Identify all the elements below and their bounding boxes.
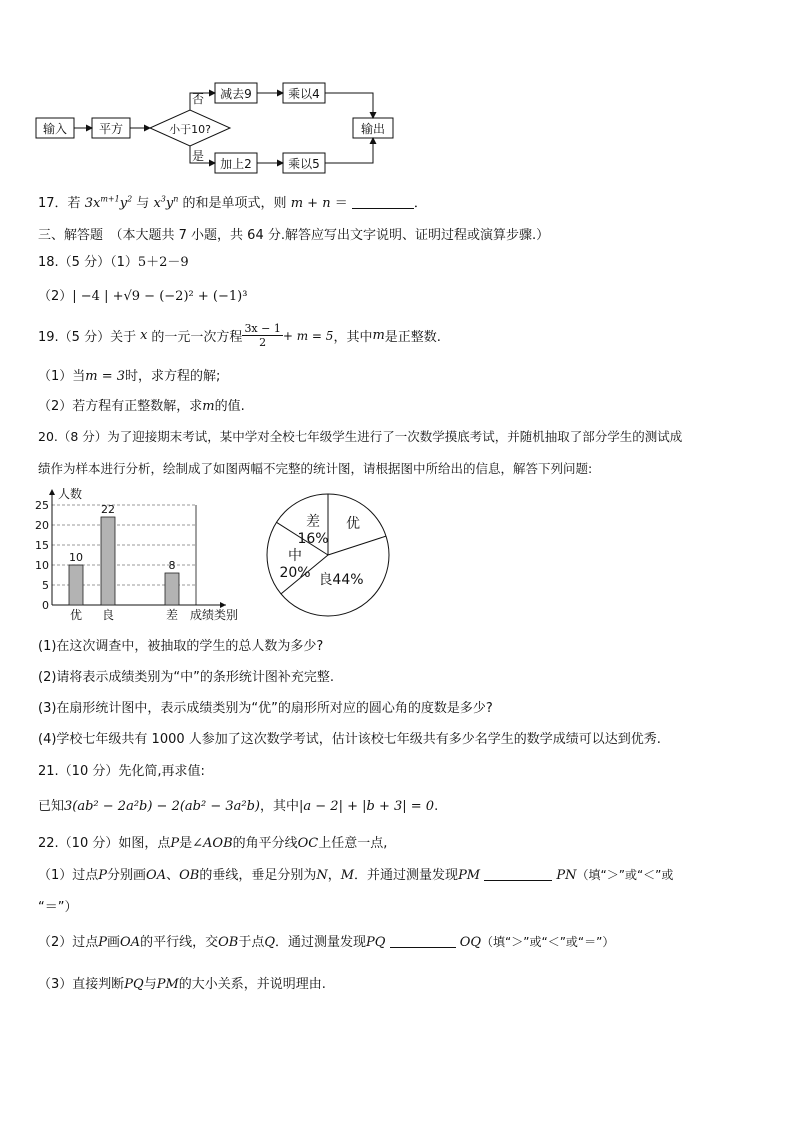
q22-p1-c: 、 xyxy=(166,868,180,883)
q22-p1-g: （填“＞”或“＜”或 xyxy=(576,868,674,882)
q22-p1-e: ， xyxy=(327,868,341,883)
q22-p2-oa: OA xyxy=(120,935,141,950)
q22-p2-d: 于点 xyxy=(238,935,265,950)
q22-p2-answer-blank[interactable] xyxy=(390,935,456,948)
y-axis-label: 人数 xyxy=(58,487,83,501)
pie-label-优: 优 xyxy=(346,516,360,532)
q21-head: 21.（10 分）先化简,再求值: xyxy=(38,764,205,779)
q19-p1-b: 时，求方程的解; xyxy=(125,369,221,384)
x-tick-label: 良 xyxy=(101,608,115,622)
pie-label-良: 良44% xyxy=(318,572,364,588)
q18-expr1: 5＋2－9 xyxy=(137,255,189,270)
q19-p1-a: （1）当 xyxy=(38,369,86,384)
q22-part3 xyxy=(38,973,326,992)
q22-p3-pq: PQ xyxy=(124,977,144,992)
q22-p1-f: ．并通过测量发现 xyxy=(354,868,459,883)
q22-oc: OC xyxy=(297,836,319,851)
q19-head: 19.（5 分）关于 xyxy=(38,330,137,345)
q22-var-p: P xyxy=(170,836,180,851)
q17-text-b: 与 xyxy=(136,196,150,211)
q20-sub2: (2)请将表示成绩类别为“中”的条形统计图补充完整. xyxy=(38,670,335,685)
q22-part1-cont: “＝”） xyxy=(38,900,78,915)
output-label: 输出 xyxy=(360,122,386,136)
q22-p2-ob: OB xyxy=(218,935,239,950)
q22-p2-a: （2）过点 xyxy=(38,935,99,950)
q17-mn: m + n xyxy=(290,196,331,211)
pie-chart xyxy=(265,490,395,620)
q22-head-b: 是 xyxy=(179,836,193,851)
q20-sub3: (3)在扇形统计图中，表示成绩类别为“优”的扇形所对应的圆心角的度数是多少? xyxy=(38,701,493,716)
y-tick-label: 15 xyxy=(35,539,49,552)
q17-end: ． xyxy=(413,196,427,211)
q22-head xyxy=(38,832,387,851)
q22-p1-ob: OB xyxy=(179,868,200,883)
q22-p1-n: N xyxy=(316,868,328,883)
q17-text-c: 的和是单项式，则 xyxy=(182,196,287,211)
q18-expr2: | −4 | +√9 − (−2)² + (−1)³ xyxy=(72,289,248,304)
mul5-label: 乘以5 xyxy=(288,157,320,171)
q22-p2-p: P xyxy=(98,935,108,950)
q18-head: 18.（5 分）（1） xyxy=(38,255,138,270)
q17-number: 17． xyxy=(38,196,68,211)
q17-term2: $x^3y^n$ xyxy=(153,194,179,211)
q19-fraction xyxy=(242,322,282,349)
q20-line2: 绩作为样本进行分析，绘制成了如图两幅不完整的统计图，请根据图中所给出的信息，解答下列问题: xyxy=(38,461,593,476)
square-label: 平方 xyxy=(98,122,124,136)
q22-head-c: 的角平分线 xyxy=(232,836,298,851)
q19-mid: 的一元一次方程 xyxy=(151,330,243,345)
q17-text-d: ＝ xyxy=(334,196,348,211)
q19-var-x: x xyxy=(140,328,148,343)
q21-end: . xyxy=(434,799,439,814)
sub9-label: 减去9 xyxy=(220,87,252,101)
q22-p2-f: （填“＞”或“＜”或“＝”） xyxy=(481,935,615,949)
q21-cond: |a − 2| + |b + 3| = 0 xyxy=(299,799,435,814)
q19-eq-tail: + m = 5 xyxy=(282,328,334,343)
bar-value-label: 22 xyxy=(101,503,115,516)
q22-p2-e: ．通过测量发现 xyxy=(275,935,367,950)
q22-p1-a: （1）过点 xyxy=(38,868,99,883)
y-tick-label: 5 xyxy=(42,579,49,592)
x-axis-label: 成绩类别 xyxy=(190,608,239,622)
q17-term1: $3x^{m+1}y^2$ xyxy=(84,194,133,211)
q17-answer-blank[interactable] xyxy=(352,196,414,209)
yes-label: 是 xyxy=(191,149,205,163)
q22-p1-pm: PM xyxy=(458,868,481,883)
q21-prefix: 已知 xyxy=(38,799,65,814)
q19-var-m: m xyxy=(372,328,385,343)
q19-p2-b: 的值. xyxy=(214,399,245,414)
q22-part1 xyxy=(38,864,673,883)
decision-label: 小于10? xyxy=(169,123,211,136)
question-19 xyxy=(38,322,441,349)
question-17 xyxy=(38,192,427,211)
y-axis-arrow xyxy=(49,489,55,495)
q22-head-a: 22.（10 分）如图，点 xyxy=(38,836,171,851)
bar-良 xyxy=(101,517,115,605)
y-tick-label: 20 xyxy=(35,519,49,532)
q18-part2-label: （2） xyxy=(38,289,73,304)
bar-差 xyxy=(165,573,179,605)
q20-sub4: (4)学校七年级共有 1000 人参加了这次数学考试，估计该校七年级共有多少名学生的数学成绩可以达到优秀. xyxy=(38,732,661,747)
q19-frac-num: 3x − 1 xyxy=(244,322,281,335)
q22-p3-a: （3）直接判断 xyxy=(38,977,125,992)
q22-p1-m: M xyxy=(340,868,355,883)
flowchart xyxy=(30,78,410,178)
x-tick-label: 优 xyxy=(69,608,83,622)
q19-tail: ，其中 xyxy=(333,330,373,345)
q22-p2-c: 的平行线，交 xyxy=(140,935,219,950)
q21-body xyxy=(38,795,438,814)
q20-line1: 20.（8 分）为了迎接期末考试，某中学对全校七年级学生进行了一次数学摸底考试，并随机抽取了部分学生的测试成 xyxy=(38,429,683,444)
q21-mid: ，其中 xyxy=(260,799,300,814)
mul4-label: 乘以4 xyxy=(288,87,320,101)
question-18-part2 xyxy=(38,285,247,304)
q22-p2-oq: OQ xyxy=(459,935,482,950)
input-label: 输入 xyxy=(42,122,68,136)
q19-frac-den: 2 xyxy=(259,336,267,349)
q19-p2-a: （2）若方程有正整数解，求 xyxy=(38,399,203,414)
question-18 xyxy=(38,251,189,270)
q22-part2 xyxy=(38,931,614,950)
q22-angle: ∠AOB xyxy=(192,836,233,851)
q22-p2-b: 画 xyxy=(107,935,121,950)
q22-p1-p: P xyxy=(98,868,108,883)
q17-text-a: 若 xyxy=(67,196,81,211)
bar-value-label: 10 xyxy=(69,551,83,564)
no-label: 否 xyxy=(191,92,205,106)
q19-part1 xyxy=(38,365,220,384)
bar-优 xyxy=(69,565,83,605)
q22-p3-pm: PM xyxy=(156,977,179,992)
q22-p3-b: 与 xyxy=(143,977,157,992)
y-tick-label: 0 xyxy=(42,599,49,612)
q22-p1-d: 的垂线，垂足分别为 xyxy=(199,868,317,883)
q22-p2-q: Q xyxy=(264,935,276,950)
y-tick-label: 25 xyxy=(35,499,49,512)
bar-value-label: 8 xyxy=(168,559,176,572)
x-tick-label: 差 xyxy=(165,608,179,622)
q22-p2-pq: PQ xyxy=(366,935,386,950)
q22-p1-pn: PN xyxy=(556,868,577,883)
q19-tail2: 是正整数. xyxy=(384,330,441,345)
q22-p1-b: 分别画 xyxy=(107,868,147,883)
q19-part2 xyxy=(38,395,245,414)
pie-label-中: 中 20% xyxy=(279,548,311,581)
q22-p1-answer-blank[interactable] xyxy=(484,868,552,881)
section-3-heading: 三、解答题 （本大题共 7 小题，共 64 分.解答应写出文字说明、证明过程或演算步骤.） xyxy=(38,228,550,243)
pie-label-差: 差 16% xyxy=(297,514,329,547)
q22-p1-oa: OA xyxy=(146,868,167,883)
q22-head-d: 上任意一点, xyxy=(318,836,388,851)
q22-p3-c: 的大小关系，并说明理由. xyxy=(178,977,326,992)
q19-p1-m3: m = 3 xyxy=(85,369,126,384)
y-tick-label: 10 xyxy=(35,559,49,572)
bar-chart xyxy=(30,483,260,623)
q20-sub1: (1)在这次调查中，被抽取的学生的总人数为多少? xyxy=(38,639,324,654)
q21-expr: 3(ab² − 2a²b) − 2(ab² − 3a²b) xyxy=(64,799,260,814)
add2-label: 加上2 xyxy=(220,157,252,171)
q19-p2-m: m xyxy=(202,399,215,414)
